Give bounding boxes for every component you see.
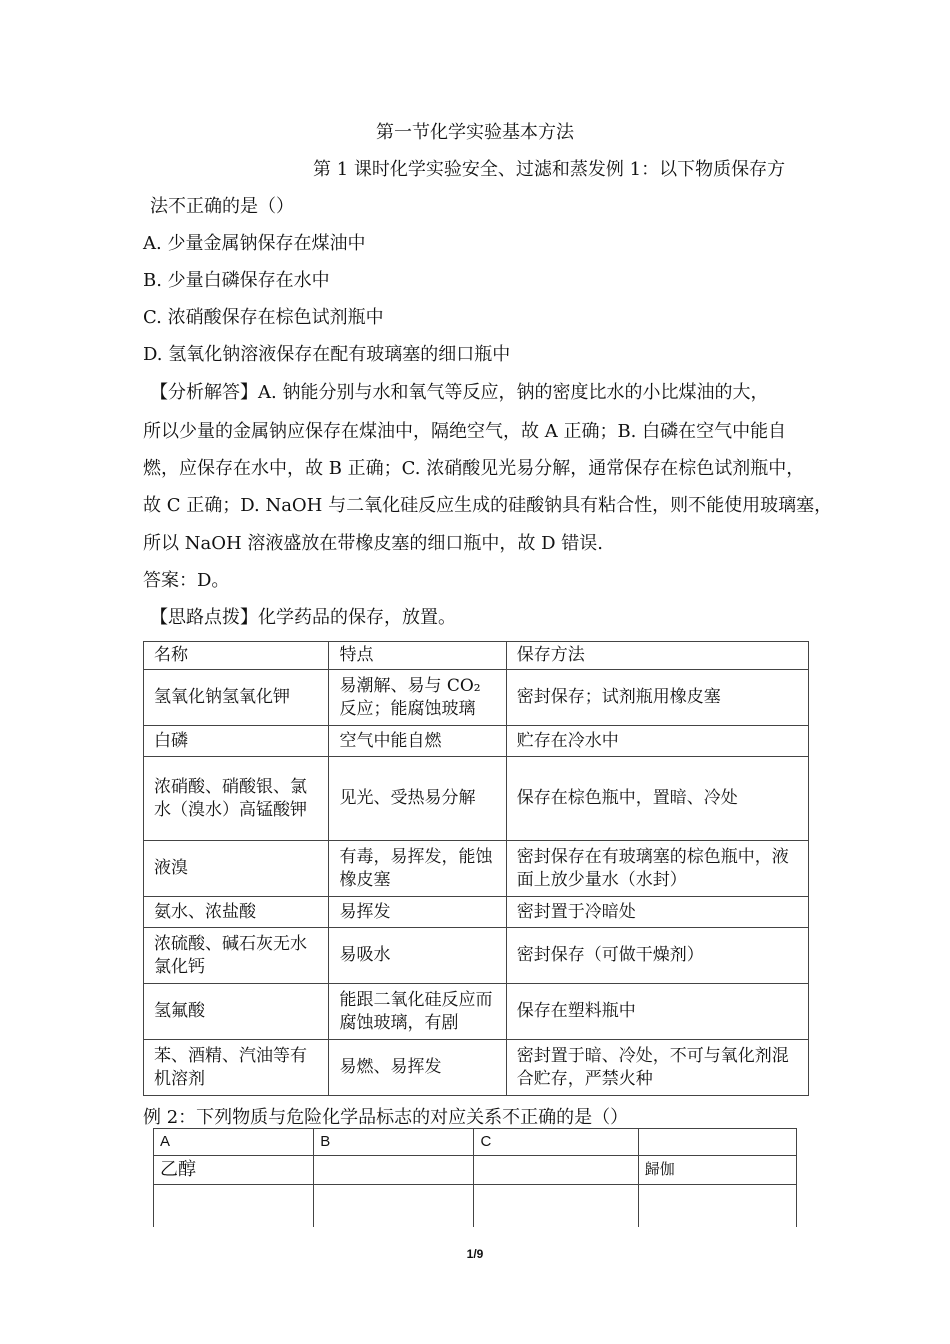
table-row — [144, 726, 809, 757]
hazard-symbol-cell — [638, 1185, 796, 1228]
hazard-symbol-cell — [474, 1185, 638, 1228]
cell-feature: 空气中能自燃 — [329, 726, 506, 757]
option-d: D. 氢氧化钠溶液保存在配有玻璃塞的细口瓶中 — [143, 344, 511, 365]
table-row — [154, 1156, 797, 1185]
cell-method: 密封置于冷暗处 — [506, 897, 808, 928]
cell-name: 氢氟酸 — [144, 984, 329, 1040]
header-b: B — [314, 1129, 474, 1156]
header-d — [638, 1129, 796, 1156]
table-row — [144, 1040, 809, 1096]
cell-d: 歸伽 — [638, 1156, 796, 1185]
table-row — [144, 984, 809, 1040]
answer: 答案：D。 — [143, 570, 230, 591]
cell-method: 贮存在冷水中 — [506, 726, 808, 757]
storage-table — [143, 641, 809, 1096]
table-row — [154, 1185, 797, 1228]
header-c: C — [474, 1129, 638, 1156]
cell-name: 氨水、浓盐酸 — [144, 897, 329, 928]
cell-method: 保存在棕色瓶中，置暗、冷处 — [506, 757, 808, 841]
analysis-line: 燃，应保存在水中，故 B 正确；C. 浓硝酸见光易分解，通常保存在棕色试剂瓶中， — [143, 458, 805, 479]
header-feature: 特点 — [329, 642, 506, 670]
cell-b — [314, 1156, 474, 1185]
option-a: A. 少量金属钠保存在煤油中 — [143, 233, 366, 254]
cell-method: 保存在塑料瓶中 — [506, 984, 808, 1040]
analysis-line: 所以少量的金属钠应保存在煤油中，隔绝空气，故 A 正确；B. 白磷在空气中能自 — [143, 421, 787, 442]
lesson-subtitle: 第 1 课时化学实验安全、过滤和蒸发例 1：以下物质保存方 — [313, 159, 786, 180]
cell-feature: 易燃、易挥发 — [329, 1040, 506, 1096]
cell-method: 密封保存（可做干燥剂） — [506, 928, 808, 984]
header-method: 保存方法 — [506, 642, 808, 670]
table-header-row — [144, 642, 809, 670]
cell-name: 浓硝酸、硝酸银、氯水（溴水）高锰酸钾 — [144, 757, 329, 841]
tip: 【思路点拨】化学药品的保存，放置。 — [150, 607, 456, 628]
cell-feature: 见光、受热易分解 — [329, 757, 506, 841]
page-number: 1/9 — [466, 1247, 484, 1261]
cell-feature: 能跟二氧化硅反应而腐蚀玻璃，有剧 — [339, 989, 493, 1033]
page-title: 第一节化学实验基本方法 — [376, 122, 574, 143]
table-row — [144, 757, 809, 841]
cell-feature: 有毒，易挥发，能蚀橡皮塞 — [329, 841, 506, 897]
analysis-line: 所以 NaOH 溶液盛放在带橡皮塞的细口瓶中，故 D 错误. — [143, 533, 603, 554]
cell-method: 密封保存；试剂瓶用橡皮塞 — [506, 670, 808, 726]
example-2: 例 2：下列物质与危险化学品标志的对应关系不正确的是（） — [143, 1107, 629, 1128]
hazard-symbol-cell — [154, 1185, 314, 1228]
question-tail: 法不正确的是（） — [150, 196, 294, 217]
option-c: C. 浓硝酸保存在棕色试剂瓶中 — [143, 307, 384, 328]
cell-c — [474, 1156, 638, 1185]
option-b: B. 少量白磷保存在水中 — [143, 270, 330, 291]
header-a: A — [154, 1129, 314, 1156]
cell-ethanol: 乙醇 — [154, 1156, 314, 1185]
cell-feature-wrap — [329, 984, 506, 1040]
table-row — [144, 670, 809, 726]
header-name: 名称 — [144, 642, 329, 670]
cell-method: 密封保存在有玻璃塞的棕色瓶中，液面上放少量水（水封） — [506, 841, 808, 897]
hazard-table — [153, 1128, 797, 1227]
cell-feature: 易挥发 — [329, 897, 506, 928]
cell-name: 苯、酒精、汽油等有机溶剂 — [144, 1040, 329, 1096]
cell-name: 液溴 — [144, 841, 329, 897]
table-row — [144, 841, 809, 897]
cell-name: 白磷 — [144, 726, 329, 757]
analysis-line: 故 C 正确；D. NaOH 与二氧化硅反应生成的硅酸钠具有粘合性，则不能使用玻璃塞， — [143, 495, 833, 516]
cell-feature: 易吸水 — [329, 928, 506, 984]
cell-method: 密封置于暗、冷处，不可与氧化剂混合贮存，严禁火种 — [506, 1040, 808, 1096]
hazard-symbol-cell — [314, 1185, 474, 1228]
analysis-line: 【分析解答】A. 钠能分别与水和氧气等反应，钠的密度比水的小比煤油的大， — [150, 382, 769, 403]
cell-name: 氢氧化钠氢氧化钾 — [144, 670, 329, 726]
cell-name: 浓硫酸、碱石灰无水氯化钙 — [144, 928, 329, 984]
table-header-row — [154, 1129, 797, 1156]
table-row — [144, 928, 809, 984]
table-row — [144, 897, 809, 928]
cell-feature: 易潮解、易与 CO₂ 反应；能腐蚀玻璃 — [329, 670, 506, 726]
